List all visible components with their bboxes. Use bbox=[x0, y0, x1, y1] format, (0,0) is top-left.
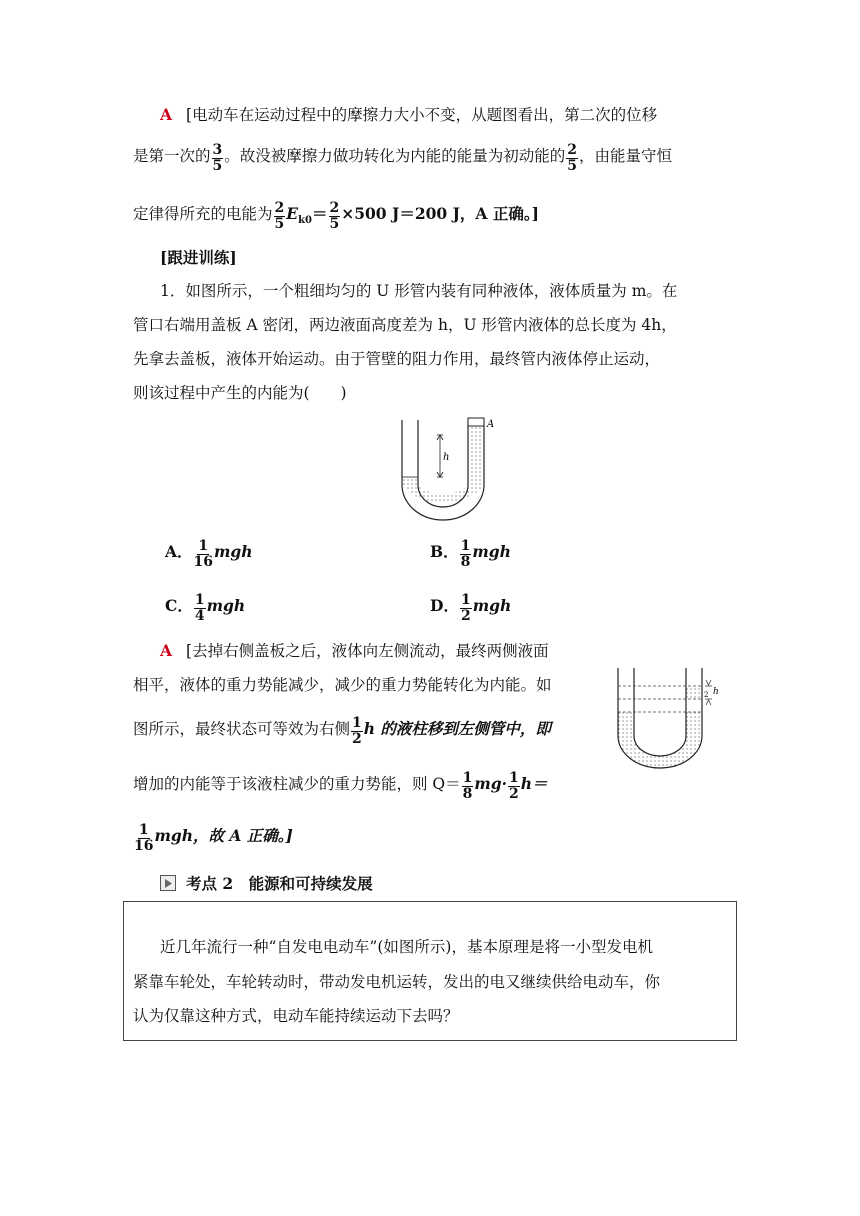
question-line-4: 则该过程中产生的内能为( ) bbox=[133, 384, 347, 402]
section-header bbox=[160, 872, 373, 894]
solution-line-2: 相平，液体的重力势能减少，减少的重力势能转化为内能。如 bbox=[133, 676, 552, 694]
option-b[interactable]: B． $\frac{1}{8}$ mgh bbox=[430, 538, 511, 570]
svg-text:A: A bbox=[487, 419, 495, 430]
question-line-2: 管口右端用盖板 A 密闭，两边液面高度差为 h，U 形管内液体的总长度为 4h， bbox=[133, 316, 677, 334]
fraction: $\frac{2}{5}$ bbox=[567, 142, 578, 174]
solution-line-3: 图所示，最终状态可等效为右侧 $\frac{1}{2}$ h 的液柱移到左侧管中，即 bbox=[133, 715, 551, 747]
option-d[interactable]: D． $\frac{1}{2}$ mgh bbox=[430, 592, 512, 624]
svg-text:h: h bbox=[713, 687, 719, 697]
svg-text:2: 2 bbox=[704, 691, 709, 699]
example-answer-line-3: 定律得所充的电能为 $\frac{2}{5}$ $E_{k0}=$ $\frac{2}{5}$ ×500 J＝200 J，A 正确。] bbox=[133, 200, 539, 232]
solution-line-1: A [去掉右侧盖板之后，液体向左侧流动，最终两侧液面 bbox=[160, 641, 549, 660]
liquid bbox=[402, 425, 484, 503]
solution-line-4: 增加的内能等于该液柱减少的重力势能，则 Q＝ $\frac{1}{8}$ mg· $\frac{1}{2}$ h＝ bbox=[133, 770, 548, 802]
section-title: 考点 2 能源和可持续发展 bbox=[186, 874, 373, 893]
solution-line-5: $\frac{1}{16}$ mgh，故 A 正确。] bbox=[134, 822, 293, 854]
option-c[interactable]: C． $\frac{1}{4}$ mgh bbox=[165, 592, 246, 624]
fraction: $\frac{2}{5}$ bbox=[274, 200, 285, 232]
option-a[interactable]: A． $\frac{1}{16}$ mgh bbox=[165, 538, 253, 570]
box-line-2: 紧靠车轮处，车轮转动时，带动发电机运转，发出的电又继续供给电动车，你 bbox=[133, 973, 661, 991]
follow-up-title: [跟进训练] bbox=[160, 248, 237, 267]
example-answer-line-2: 是第一次的 $\frac{3}{5}$ 。故没被摩擦力做功转化为内能的能量为初动能的 $\frac{2}{5}$ ，由能量守恒 bbox=[133, 142, 673, 174]
answer-letter: A bbox=[160, 105, 173, 124]
fraction: $\frac{2}{5}$ bbox=[329, 200, 340, 232]
example-answer-line-1: A [电动车在运动过程中的摩擦力大小不变，从题图看出，第二次的位移 bbox=[160, 105, 658, 124]
question-line-3: 先拿去盖板，液体开始运动。由于管壁的阻力作用，最终管内液体停止运动， bbox=[133, 350, 661, 368]
question-line-1: 1．如图所示，一个粗细均匀的 U 形管内装有同种液体，液体质量为 m。在 bbox=[160, 282, 678, 300]
box-line-1: 近几年流行一种“自发电电动车”(如图所示)，基本原理是将一小型发电机 bbox=[160, 938, 653, 956]
fraction: $\frac{3}{5}$ bbox=[212, 142, 223, 174]
u-tube-final-figure bbox=[610, 664, 725, 770]
u-tube-figure bbox=[395, 415, 505, 523]
box-line-3: 认为仅靠这种方式，电动车能持续运动下去吗？ bbox=[133, 1007, 459, 1025]
play-triangle-icon bbox=[160, 875, 176, 891]
svg-text:h: h bbox=[443, 452, 450, 463]
